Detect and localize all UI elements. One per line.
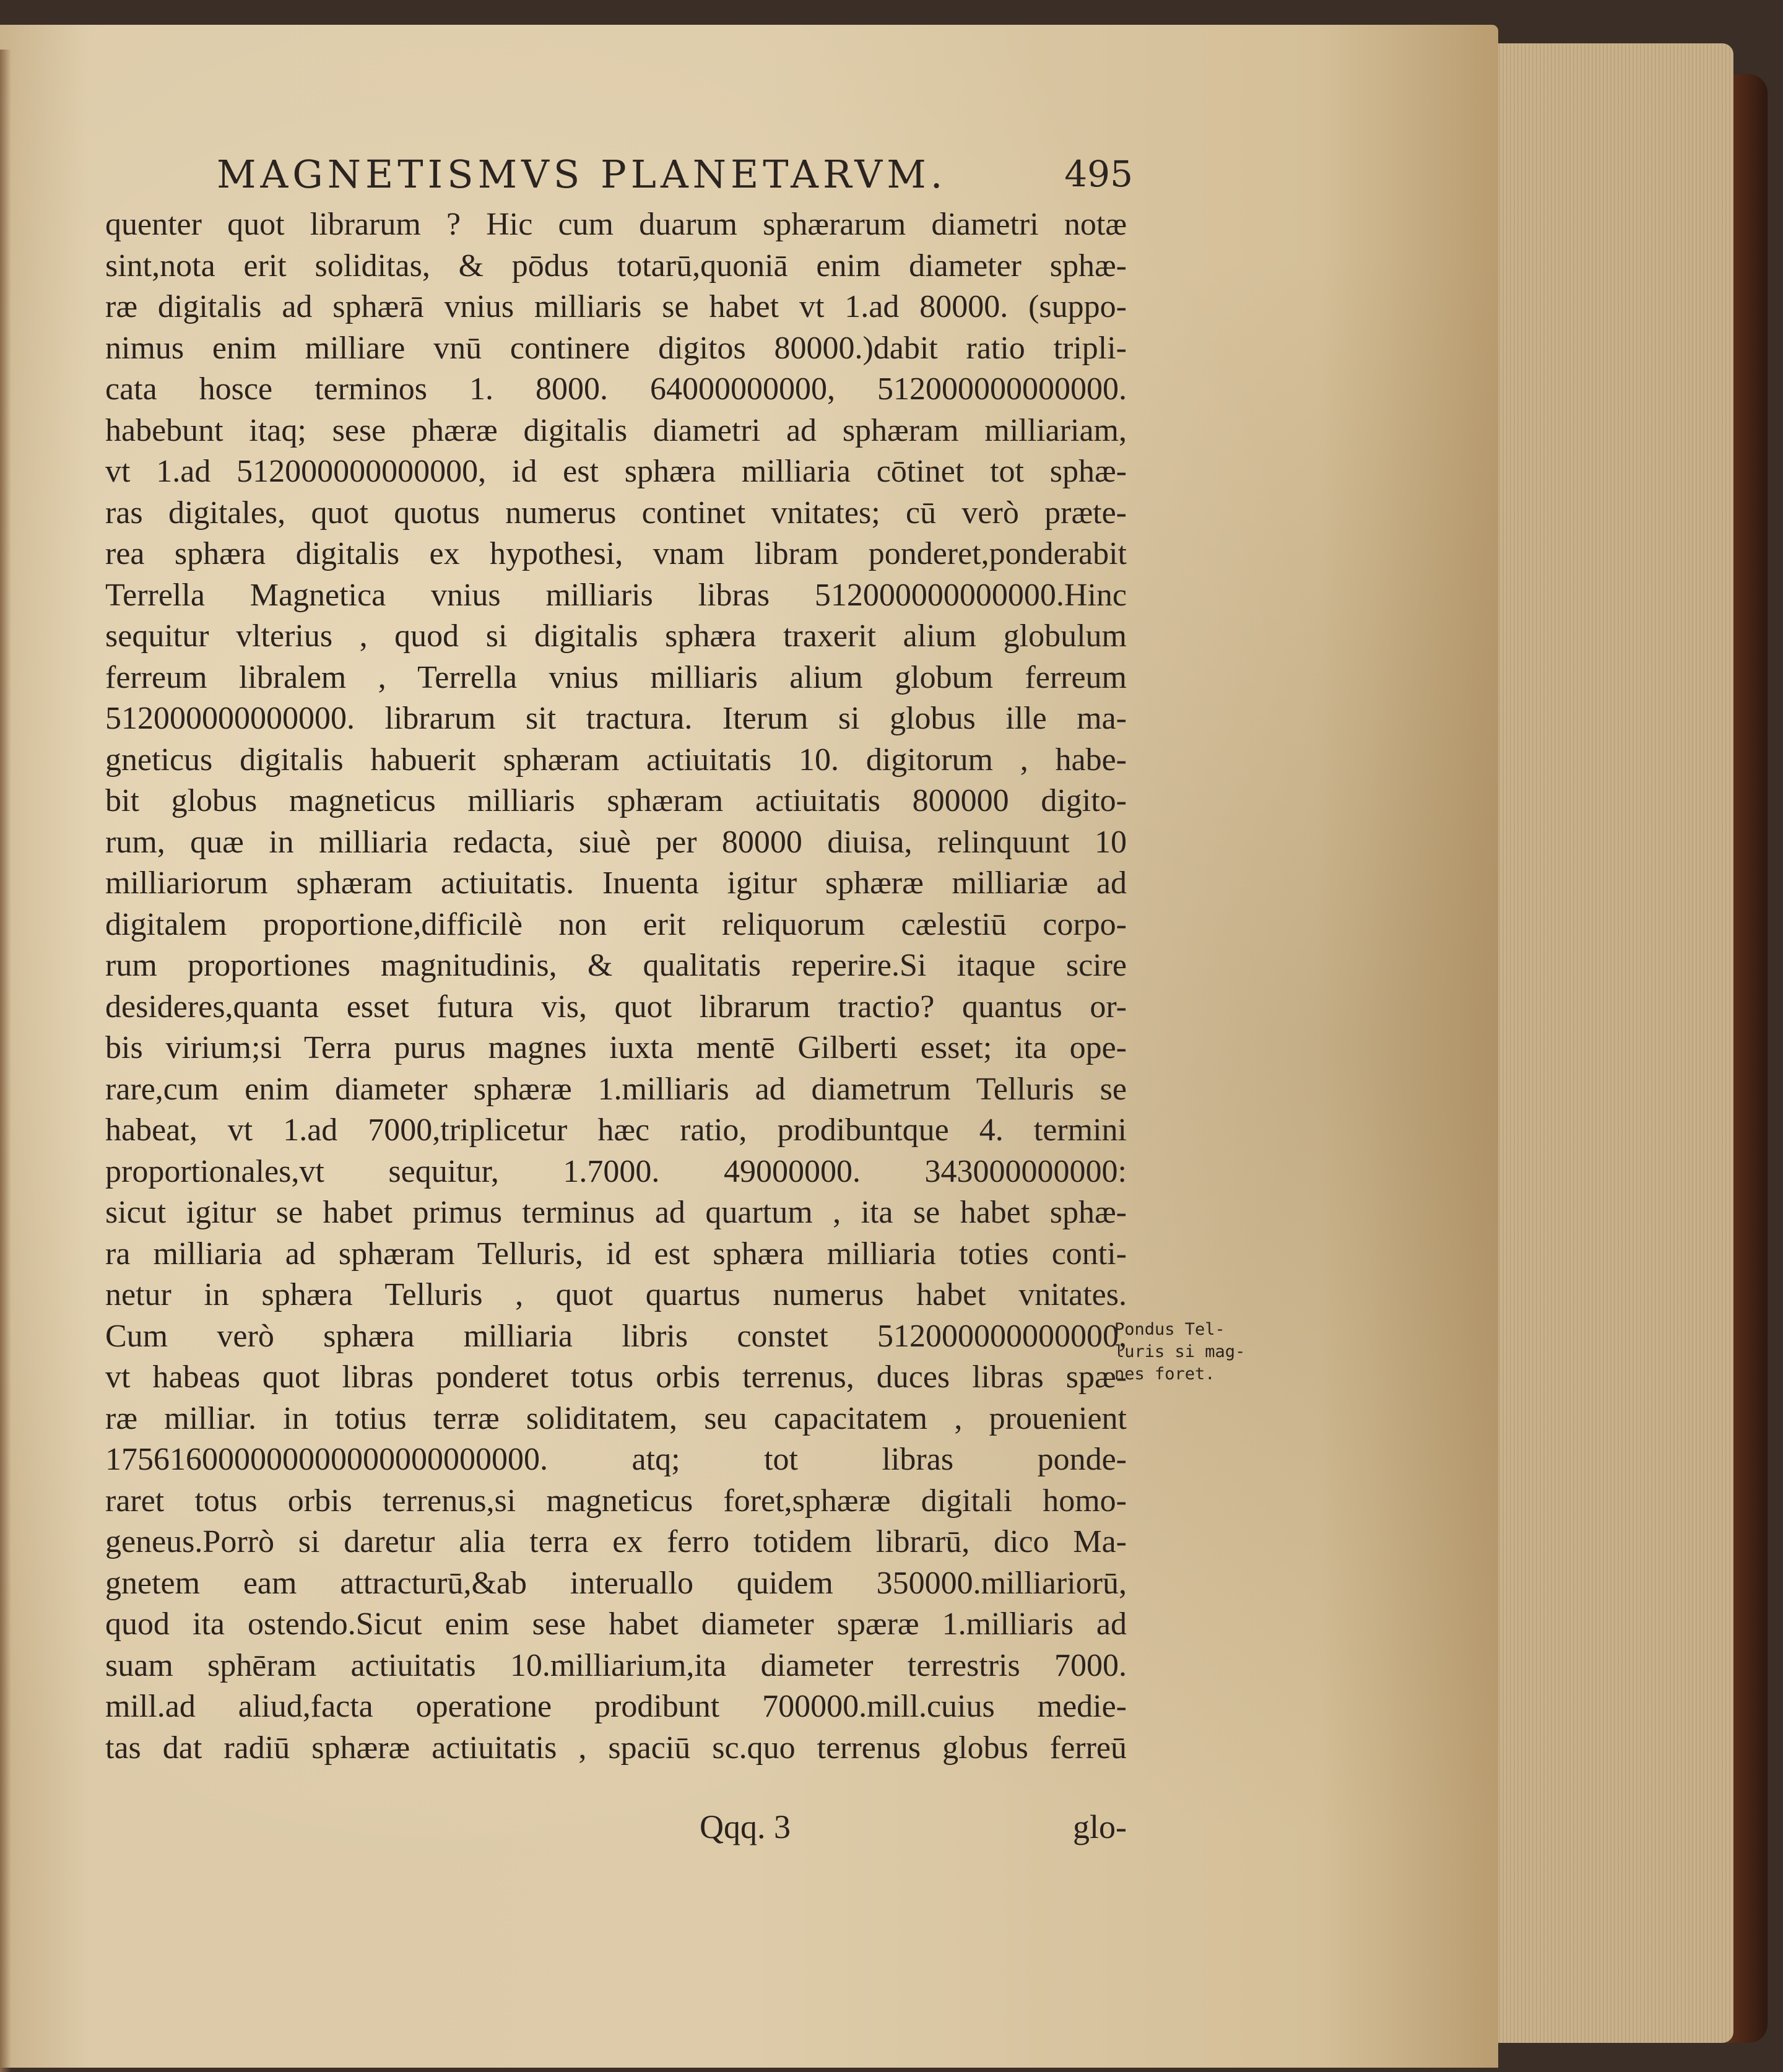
- page-number: 495: [1064, 153, 1133, 195]
- body-text: [105, 204, 1127, 1769]
- text-line: ræ milliar. in totius terræ soliditatem, seu capacitatem , prouenient: [105, 1400, 1127, 1436]
- gutter-shadow: [0, 50, 11, 2072]
- text-line: gneticus digitalis habuerit sphæram actiuitatis 10. digitorum , habe-: [105, 742, 1127, 778]
- text-line: sint,nota erit soliditas, & pōdus totarū,quoniā enim diameter sphæ-: [105, 248, 1127, 284]
- text-line: geneus.Porrò si daretur alia terra ex ferro totidem librarū, dico Ma-: [105, 1524, 1127, 1559]
- text-line: ras digitales, quot quotus numerus continet vnitates; cū verò præte-: [105, 495, 1127, 531]
- text-line: 175616000000000000000000000. atq; tot libras ponde-: [105, 1442, 1127, 1477]
- text-line: bis virium;si Terra purus magnes iuxta mentē Gilberti esset; ita ope-: [105, 1030, 1127, 1065]
- text-line: quod ita ostendo.Sicut enim sese habet diameter spæræ 1.milliaris ad: [105, 1606, 1127, 1642]
- book-page: [0, 25, 1498, 2068]
- text-line: vt 1.ad 512000000000000, id est sphæra milliaria cōtinet tot sphæ-: [105, 454, 1127, 489]
- text-line: sicut igitur se habet primus terminus ad quartum , ita se habet sphæ-: [105, 1195, 1127, 1230]
- text-line: ræ digitalis ad sphærā vnius milliaris se habet vt 1.ad 80000. (suppo-: [105, 289, 1127, 324]
- text-line: bit globus magneticus milliaris sphæram actiuitatis 800000 digito-: [105, 783, 1127, 818]
- text-line: digitalem proportione,difficilè non erit reliquorum cælestiū corpo-: [105, 906, 1127, 942]
- text-line: nimus enim milliare vnū continere digitos 80000.)dabit ratio tripli-: [105, 330, 1127, 366]
- text-line: cata hosce terminos 1. 8000. 64000000000, 512000000000000.: [105, 371, 1127, 407]
- text-line: netur in sphæra Telluris , quot quartus numerus habet vnitates.: [105, 1277, 1127, 1312]
- marginal-note-line: Pondus Tel-: [1114, 1320, 1225, 1339]
- text-line: mill.ad aliud,facta operatione prodibunt 700000.mill.cuius medie-: [105, 1689, 1127, 1724]
- text-line: suam sphēram actiuitatis 10.milliarium,ita diameter terrestris 7000.: [105, 1647, 1127, 1683]
- text-line: quenter quot librarum ? Hic cum duarum sphærarum diametri notæ: [105, 207, 1127, 242]
- text-line: gnetem eam attracturū,&ab interuallo quidem 350000.milliariorū,: [105, 1565, 1127, 1601]
- text-line: ra milliaria ad sphæram Telluris, id est sphæra milliaria toties conti-: [105, 1236, 1127, 1272]
- text-line: proportionales,vt sequitur, 1.7000. 49000000. 343000000000:: [105, 1153, 1127, 1189]
- marginal-note-line: luris si mag-: [1114, 1342, 1246, 1361]
- running-head: MAGNETISMVS PLANETARVM.: [217, 152, 947, 197]
- text-line: 512000000000000. librarum sit tractura. Iterum si globus ille ma-: [105, 701, 1127, 736]
- page-footer: [105, 1808, 1127, 1851]
- text-line: tas dat radiū sphæræ actiuitatis , spaciū sc.quo terrenus globus ferreū: [105, 1730, 1127, 1766]
- signature-mark: Qqq. 3: [700, 1808, 791, 1845]
- text-line: desideres,quanta esset futura vis, quot librarum tractio? quantus or-: [105, 989, 1127, 1025]
- text-line: rare,cum enim diameter sphæræ 1.milliaris ad diametrum Telluris se: [105, 1071, 1127, 1107]
- marginal-note-line: nes foret.: [1114, 1364, 1215, 1384]
- text-line: Terrella Magnetica vnius milliaris libras 512000000000000.Hinc: [105, 577, 1127, 613]
- text-line: rea sphæra digitalis ex hypothesi, vnam libram ponderet,ponderabit: [105, 536, 1127, 571]
- text-line: habebunt itaq; sese phæræ digitalis diametri ad sphæram milliariam,: [105, 412, 1127, 448]
- text-line: sequitur vlterius , quod si digitalis sphæra traxerit alium globulum: [105, 618, 1127, 654]
- catchword: glo-: [1073, 1808, 1127, 1845]
- text-line: Cum verò sphæra milliaria libris constet 512000000000000,: [105, 1318, 1127, 1354]
- text-line: vt habeas quot libras ponderet totus orbis terrenus, duces libras spæ-: [105, 1359, 1127, 1395]
- text-line: rum proportiones magnitudinis, & qualitatis reperire.Si itaque scire: [105, 948, 1127, 983]
- text-line: habeat, vt 1.ad 7000,triplicetur hæc ratio, prodibuntque 4. termini: [105, 1112, 1127, 1148]
- text-line: rum, quæ in milliaria redacta, siuè per 80000 diuisa, relinquunt 10: [105, 824, 1127, 860]
- text-line: ferreum libralem , Terrella vnius milliaris alium globum ferreum: [105, 659, 1127, 695]
- text-line: milliariorum sphæram actiuitatis. Inuenta igitur sphæræ milliariæ ad: [105, 865, 1127, 901]
- page-stack-edge: [1486, 43, 1733, 2043]
- text-line: raret totus orbis terrenus,si magneticus foret,sphæræ digitali homo-: [105, 1483, 1127, 1519]
- marginal-note: [1114, 1319, 1275, 1385]
